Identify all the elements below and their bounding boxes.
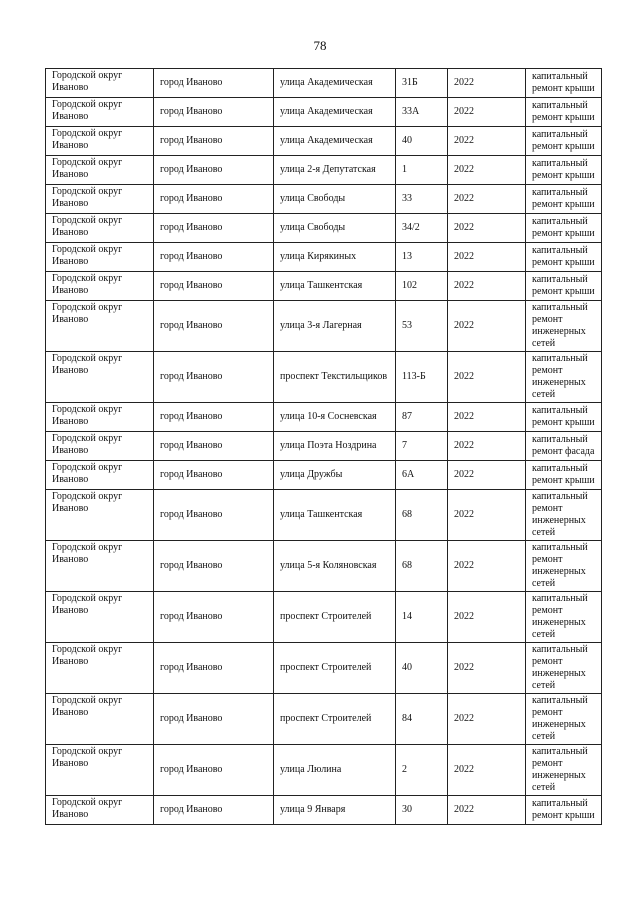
table-row <box>46 432 602 461</box>
table-row <box>46 243 602 272</box>
work-type-cell: капитальный ремонт крыши <box>526 69 602 98</box>
district-cell: Городской округ Иваново <box>46 243 154 272</box>
house-number-cell: 33 <box>396 185 448 214</box>
year-cell: 2022 <box>448 185 526 214</box>
year-cell: 2022 <box>448 796 526 825</box>
district-cell: Городской округ Иваново <box>46 592 154 643</box>
district-cell: Городской округ Иваново <box>46 796 154 825</box>
table-row <box>46 461 602 490</box>
year-cell: 2022 <box>448 272 526 301</box>
work-type-cell: капитальный ремонт крыши <box>526 243 602 272</box>
district-cell: Городской округ Иваново <box>46 490 154 541</box>
city-cell: город Иваново <box>154 432 274 461</box>
table-row <box>46 272 602 301</box>
table-row <box>46 301 602 352</box>
work-type-cell: капитальный ремонт инженерных сетей <box>526 694 602 745</box>
year-cell: 2022 <box>448 490 526 541</box>
year-cell: 2022 <box>448 352 526 403</box>
table-row <box>46 214 602 243</box>
city-cell: город Иваново <box>154 98 274 127</box>
table-row <box>46 98 602 127</box>
work-type-cell: капитальный ремонт фасада <box>526 432 602 461</box>
table-row <box>46 796 602 825</box>
work-type-cell: капитальный ремонт инженерных сетей <box>526 541 602 592</box>
street-cell: проспект Текстильщиков <box>274 352 396 403</box>
table-row <box>46 156 602 185</box>
district-cell: Городской округ Иваново <box>46 694 154 745</box>
city-cell: город Иваново <box>154 745 274 796</box>
work-type-cell: капитальный ремонт инженерных сетей <box>526 352 602 403</box>
district-cell: Городской округ Иваново <box>46 185 154 214</box>
work-type-cell: капитальный ремонт крыши <box>526 98 602 127</box>
city-cell: город Иваново <box>154 490 274 541</box>
table-row <box>46 643 602 694</box>
year-cell: 2022 <box>448 214 526 243</box>
house-number-cell: 33А <box>396 98 448 127</box>
street-cell: улица Академическая <box>274 127 396 156</box>
district-cell: Городской округ Иваново <box>46 745 154 796</box>
house-number-cell: 87 <box>396 403 448 432</box>
house-number-cell: 102 <box>396 272 448 301</box>
street-cell: проспект Строителей <box>274 592 396 643</box>
city-cell: город Иваново <box>154 127 274 156</box>
year-cell: 2022 <box>448 461 526 490</box>
district-cell: Городской округ Иваново <box>46 156 154 185</box>
work-type-cell: капитальный ремонт крыши <box>526 403 602 432</box>
table-row <box>46 694 602 745</box>
year-cell: 2022 <box>448 403 526 432</box>
district-cell: Городской округ Иваново <box>46 432 154 461</box>
city-cell: город Иваново <box>154 272 274 301</box>
house-number-cell: 7 <box>396 432 448 461</box>
city-cell: город Иваново <box>154 403 274 432</box>
house-number-cell: 68 <box>396 490 448 541</box>
house-number-cell: 113-Б <box>396 352 448 403</box>
city-cell: город Иваново <box>154 243 274 272</box>
house-number-cell: 2 <box>396 745 448 796</box>
table-row <box>46 69 602 98</box>
city-cell: город Иваново <box>154 592 274 643</box>
work-type-cell: капитальный ремонт инженерных сетей <box>526 592 602 643</box>
street-cell: улица Ташкентская <box>274 272 396 301</box>
work-type-cell: капитальный ремонт инженерных сетей <box>526 745 602 796</box>
page-number: 78 <box>313 38 327 53</box>
work-type-cell: капитальный ремонт крыши <box>526 185 602 214</box>
street-cell: проспект Строителей <box>274 694 396 745</box>
work-type-cell: капитальный ремонт инженерных сетей <box>526 643 602 694</box>
district-cell: Городской округ Иваново <box>46 127 154 156</box>
table-row <box>46 185 602 214</box>
year-cell: 2022 <box>448 243 526 272</box>
year-cell: 2022 <box>448 432 526 461</box>
year-cell: 2022 <box>448 301 526 352</box>
city-cell: город Иваново <box>154 694 274 745</box>
district-cell: Городской округ Иваново <box>46 98 154 127</box>
house-number-cell: 40 <box>396 127 448 156</box>
house-number-cell: 14 <box>396 592 448 643</box>
table-row <box>46 127 602 156</box>
city-cell: город Иваново <box>154 214 274 243</box>
street-cell: улица Ташкентская <box>274 490 396 541</box>
table-row <box>46 352 602 403</box>
work-type-cell: капитальный ремонт инженерных сетей <box>526 301 602 352</box>
city-cell: город Иваново <box>154 156 274 185</box>
year-cell: 2022 <box>448 694 526 745</box>
street-cell: улица Свободы <box>274 185 396 214</box>
house-number-cell: 1 <box>396 156 448 185</box>
street-cell: улица Люлина <box>274 745 396 796</box>
work-type-cell: капитальный ремонт крыши <box>526 156 602 185</box>
table-row <box>46 403 602 432</box>
street-cell: проспект Строителей <box>274 643 396 694</box>
year-cell: 2022 <box>448 69 526 98</box>
district-cell: Городской округ Иваново <box>46 541 154 592</box>
table-row <box>46 745 602 796</box>
work-type-cell: капитальный ремонт крыши <box>526 461 602 490</box>
street-cell: улица Академическая <box>274 69 396 98</box>
house-number-cell: 84 <box>396 694 448 745</box>
city-cell: город Иваново <box>154 69 274 98</box>
house-number-cell: 53 <box>396 301 448 352</box>
house-number-cell: 13 <box>396 243 448 272</box>
city-cell: город Иваново <box>154 352 274 403</box>
street-cell: улица Дружбы <box>274 461 396 490</box>
district-cell: Городской округ Иваново <box>46 69 154 98</box>
work-type-cell: капитальный ремонт инженерных сетей <box>526 490 602 541</box>
street-cell: улица 9 Января <box>274 796 396 825</box>
street-cell: улица Свободы <box>274 214 396 243</box>
district-cell: Городской округ Иваново <box>46 272 154 301</box>
year-cell: 2022 <box>448 541 526 592</box>
table-row <box>46 541 602 592</box>
year-cell: 2022 <box>448 592 526 643</box>
street-cell: улица 3-я Лагерная <box>274 301 396 352</box>
city-cell: город Иваново <box>154 185 274 214</box>
street-cell: улица 10-я Сосневская <box>274 403 396 432</box>
year-cell: 2022 <box>448 745 526 796</box>
district-cell: Городской округ Иваново <box>46 214 154 243</box>
work-type-cell: капитальный ремонт крыши <box>526 272 602 301</box>
street-cell: улица 2-я Депутатская <box>274 156 396 185</box>
city-cell: город Иваново <box>154 796 274 825</box>
work-type-cell: капитальный ремонт крыши <box>526 214 602 243</box>
street-cell: улица 5-я Коляновская <box>274 541 396 592</box>
house-number-cell: 6А <box>396 461 448 490</box>
district-cell: Городской округ Иваново <box>46 352 154 403</box>
house-number-cell: 30 <box>396 796 448 825</box>
district-cell: Городской округ Иваново <box>46 403 154 432</box>
year-cell: 2022 <box>448 643 526 694</box>
repair-schedule-table <box>45 68 602 825</box>
work-type-cell: капитальный ремонт крыши <box>526 796 602 825</box>
district-cell: Городской округ Иваново <box>46 461 154 490</box>
table-body <box>46 69 602 825</box>
city-cell: город Иваново <box>154 643 274 694</box>
street-cell: улица Академическая <box>274 98 396 127</box>
house-number-cell: 34/2 <box>396 214 448 243</box>
city-cell: город Иваново <box>154 461 274 490</box>
district-cell: Городской округ Иваново <box>46 643 154 694</box>
street-cell: улица Кирякиных <box>274 243 396 272</box>
year-cell: 2022 <box>448 156 526 185</box>
table-row <box>46 592 602 643</box>
house-number-cell: 68 <box>396 541 448 592</box>
year-cell: 2022 <box>448 98 526 127</box>
work-type-cell: капитальный ремонт крыши <box>526 127 602 156</box>
district-cell: Городской округ Иваново <box>46 301 154 352</box>
city-cell: город Иваново <box>154 301 274 352</box>
house-number-cell: 40 <box>396 643 448 694</box>
house-number-cell: 31Б <box>396 69 448 98</box>
street-cell: улица Поэта Ноздрина <box>274 432 396 461</box>
city-cell: город Иваново <box>154 541 274 592</box>
year-cell: 2022 <box>448 127 526 156</box>
table-row <box>46 490 602 541</box>
